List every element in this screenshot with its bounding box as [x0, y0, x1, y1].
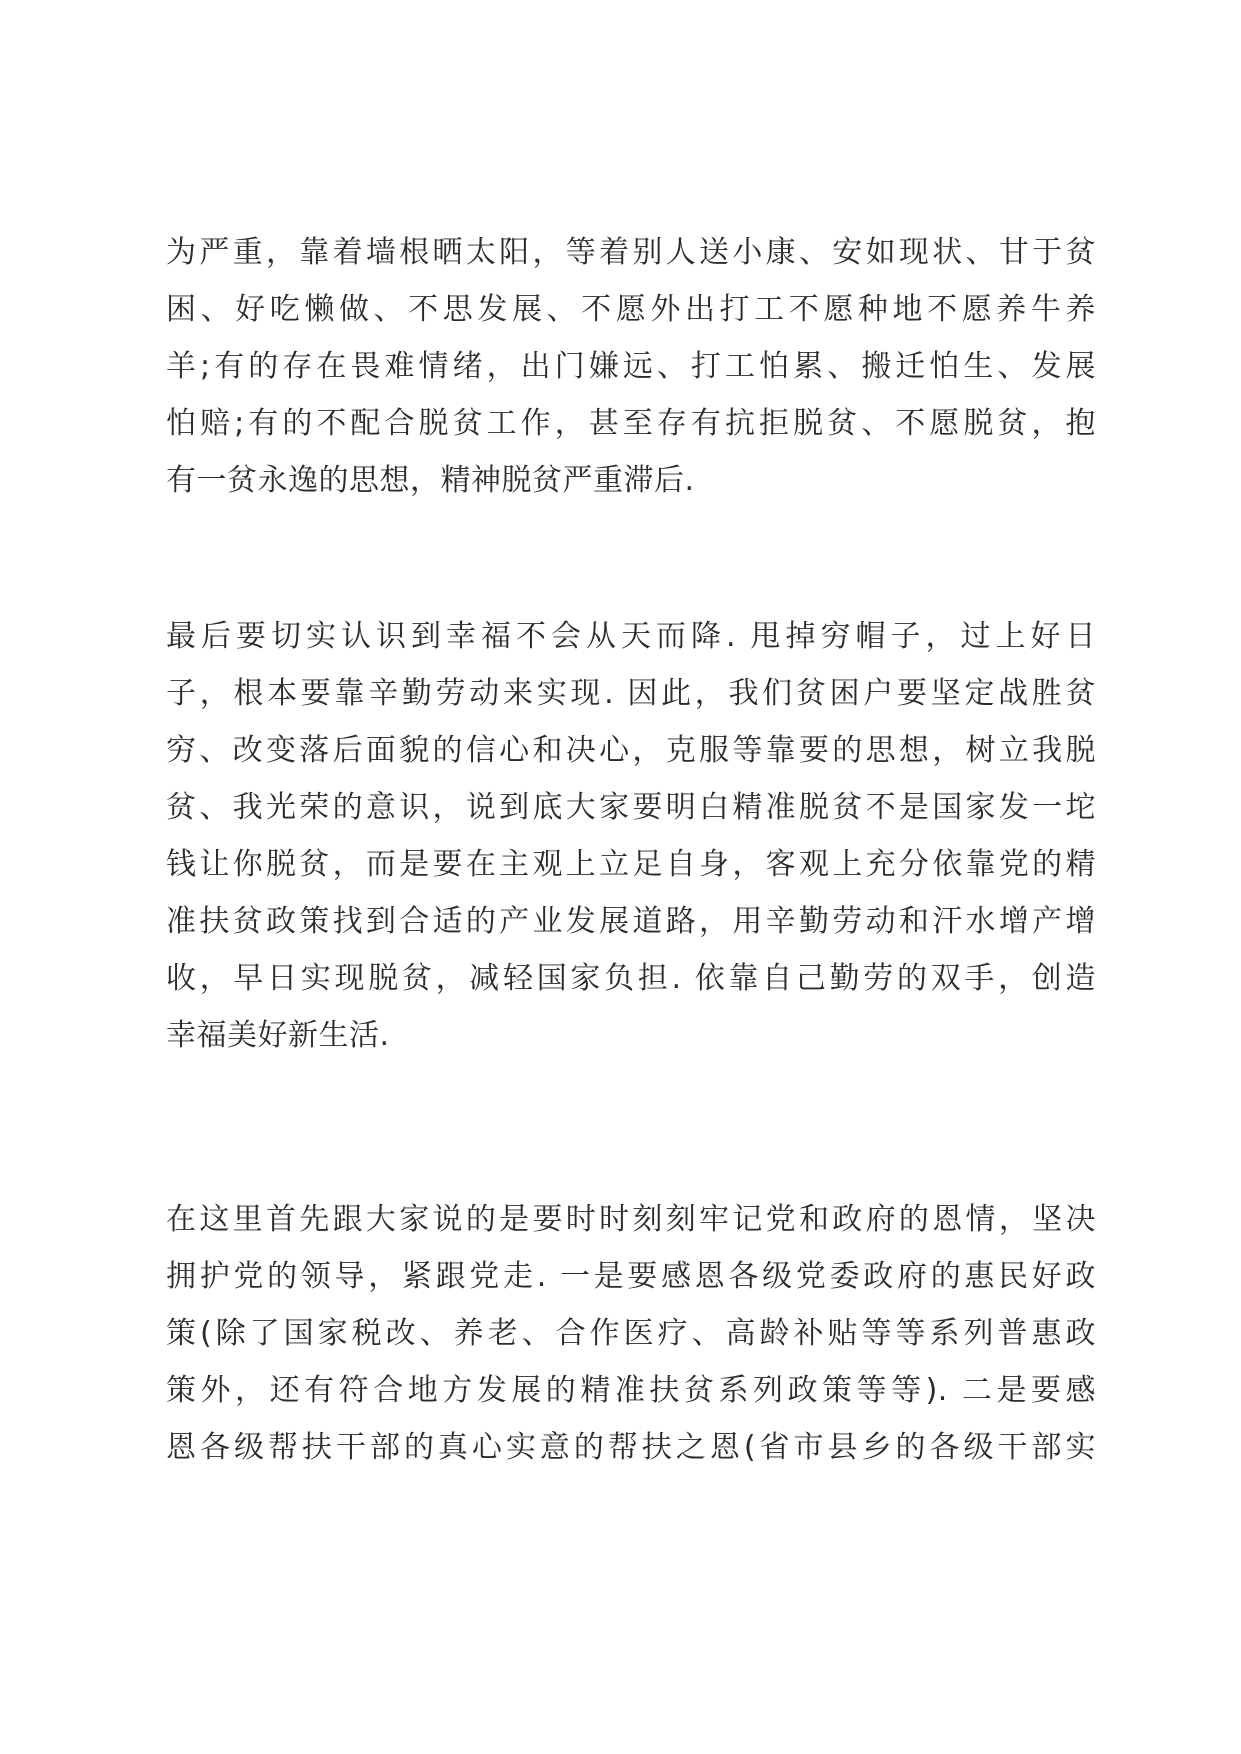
paragraph-3 — [166, 1191, 1096, 1476]
text-line: 收，早日实现脱贫，减轻国家负担. 依靠自己勤劳的双手，创造 — [166, 961, 1096, 996]
paragraph-2 — [166, 608, 1096, 1064]
text-line: 幸福美好新生活. — [166, 1018, 390, 1053]
text-line: 困、好吃懒做、不思发展、不愿外出打工不愿种地不愿养牛养 — [166, 292, 1096, 327]
text-line: 有一贫永逸的思想，精神脱贫严重滞后. — [166, 463, 695, 498]
text-line: 在这里首先跟大家说的是要时时刻刻牢记党和政府的恩情，坚决 — [166, 1202, 1096, 1237]
text-line: 恩各级帮扶干部的真心实意的帮扶之恩(省市县乡的各级干部实 — [166, 1430, 1096, 1465]
text-line: 准扶贫政策找到合适的产业发展道路，用辛勤劳动和汗水增产增 — [166, 904, 1096, 939]
text-line: 钱让你脱贫，而是要在主观上立足自身，客观上充分依靠党的精 — [166, 847, 1096, 882]
text-line: 最后要切实认识到幸福不会从天而降. 甩掉穷帽子，过上好日 — [166, 619, 1096, 654]
paragraph-1 — [166, 224, 1096, 509]
text-line: 策(除了国家税改、养老、合作医疗、高龄补贴等等系列普惠政 — [166, 1316, 1096, 1351]
text-line: 穷、改变落后面貌的信心和决心，克服等靠要的思想，树立我脱 — [166, 733, 1096, 768]
text-line: 怕赔;有的不配合脱贫工作，甚至存有抗拒脱贫、不愿脱贫，抱 — [166, 406, 1096, 441]
text-line: 策外，还有符合地方发展的精准扶贫系列政策等等). 二是要感 — [166, 1373, 1096, 1408]
text-line: 贫、我光荣的意识，说到底大家要明白精准脱贫不是国家发一坨 — [166, 790, 1096, 825]
text-line: 羊;有的存在畏难情绪，出门嫌远、打工怕累、搬迁怕生、发展 — [166, 349, 1096, 384]
text-line: 为严重，靠着墙根晒太阳，等着别人送小康、安如现状、甘于贫 — [166, 235, 1096, 270]
text-line: 拥护党的领导，紧跟党走. 一是要感恩各级党委政府的惠民好政 — [166, 1259, 1096, 1294]
text-line: 子，根本要靠辛勤劳动来实现. 因此，我们贫困户要坚定战胜贫 — [166, 676, 1096, 711]
